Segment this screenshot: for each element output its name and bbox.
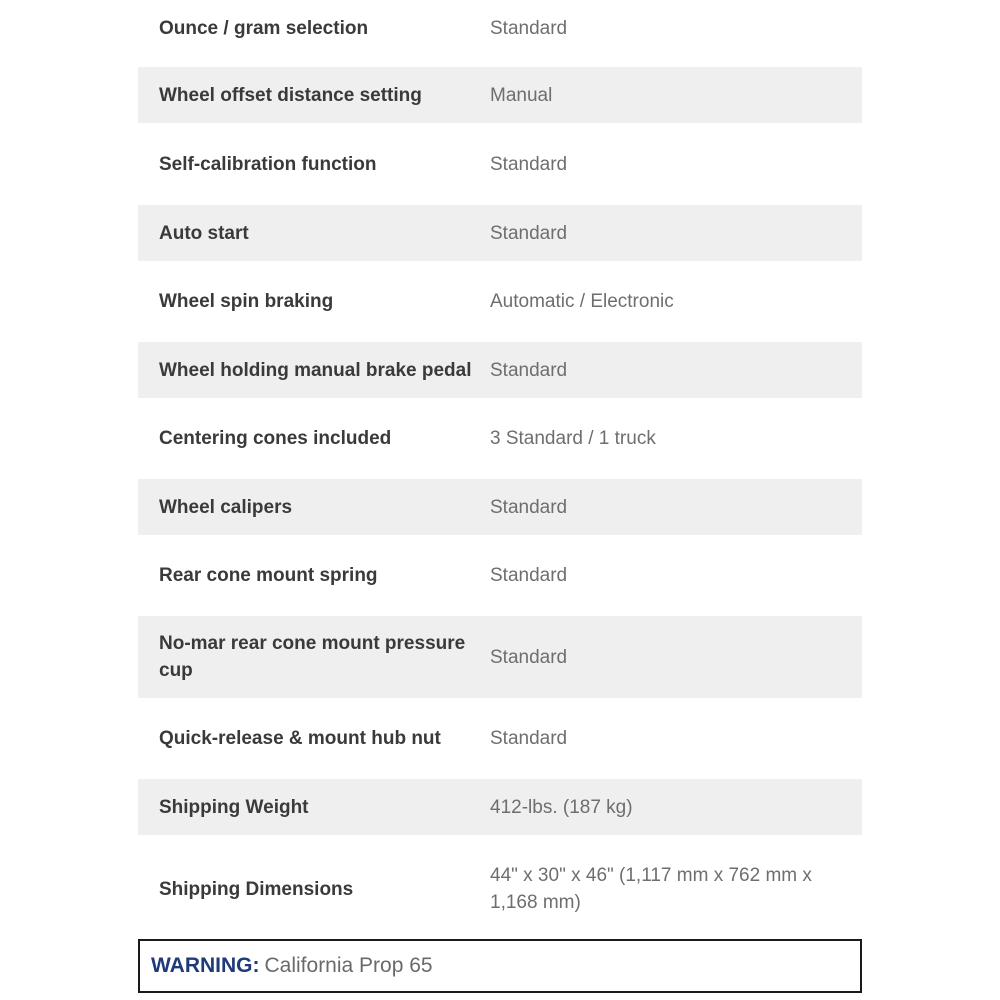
spec-label: Shipping Dimensions	[159, 878, 354, 900]
spec-value: Standard	[490, 153, 568, 175]
spec-row	[138, 535, 862, 616]
spec-value: 44" x 30" x 46" (1,117 mm x 762 mm x 1,168 mm)	[490, 865, 812, 913]
spec-label: Rear cone mount spring	[159, 565, 378, 586]
spec-row	[138, 616, 862, 698]
spec-label: Ounce / gram selection	[159, 17, 369, 39]
spec-label: Wheel holding manual brake pedal	[159, 359, 472, 381]
spec-row	[138, 779, 862, 835]
spec-table	[138, 0, 862, 943]
warning-label: WARNING:	[151, 954, 260, 977]
spec-value: Standard	[490, 222, 568, 244]
spec-row	[138, 479, 862, 535]
warning-text: California Prop 65	[264, 954, 433, 977]
spec-label: No-mar rear cone mount pressure cup	[159, 633, 466, 681]
spec-label: Auto start	[159, 222, 249, 244]
spec-value: Standard	[490, 496, 568, 518]
prop65-warning[interactable]	[138, 939, 862, 993]
spec-value: Standard	[490, 728, 568, 749]
spec-value: Automatic / Electronic	[490, 291, 674, 312]
spec-value: Standard	[490, 17, 568, 39]
spec-value: Standard	[490, 565, 568, 586]
spec-row	[138, 0, 862, 56]
spec-label: Quick-release & mount hub nut	[159, 728, 441, 749]
spec-row	[138, 67, 862, 123]
spec-value: Standard	[490, 359, 568, 381]
spec-row	[138, 123, 862, 205]
spec-row	[138, 261, 862, 342]
spec-label: Centering cones included	[159, 428, 392, 449]
spec-row	[138, 698, 862, 779]
spec-value: Standard	[490, 646, 568, 668]
spec-row	[138, 342, 862, 398]
spec-value: 412-lbs. (187 kg)	[490, 796, 633, 818]
spec-label: Shipping Weight	[159, 796, 309, 818]
spec-label: Wheel offset distance setting	[159, 84, 422, 106]
spec-label: Self-calibration function	[159, 153, 377, 175]
spec-label: Wheel calipers	[159, 496, 293, 518]
spec-row	[138, 205, 862, 261]
spec-label: Wheel spin braking	[159, 291, 334, 312]
spec-value: Manual	[490, 84, 553, 106]
spec-row	[138, 835, 862, 943]
spec-value: 3 Standard / 1 truck	[490, 428, 656, 449]
spec-row	[138, 398, 862, 479]
